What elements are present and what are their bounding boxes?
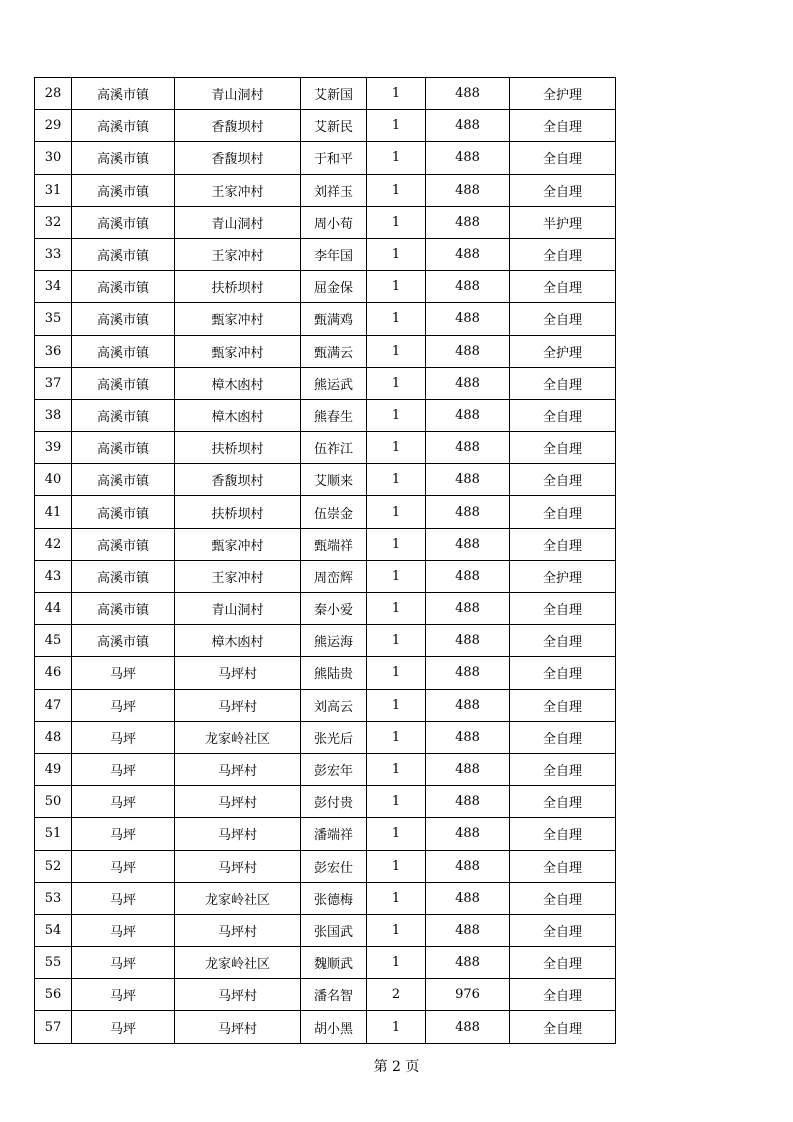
table-row — [35, 271, 616, 303]
table-row — [35, 753, 616, 785]
row-number-cell: 48 — [35, 721, 72, 753]
care-type-cell: 全护理 — [510, 335, 616, 367]
row-number-cell: 54 — [35, 914, 72, 946]
amount-cell: 488 — [426, 432, 510, 464]
count-cell: 1 — [367, 818, 426, 850]
care-type-cell: 全自理 — [510, 464, 616, 496]
town-cell: 马坪 — [72, 882, 175, 914]
care-type-cell: 全自理 — [510, 625, 616, 657]
row-number-cell: 43 — [35, 560, 72, 592]
row-number-cell: 41 — [35, 496, 72, 528]
amount-cell: 488 — [426, 206, 510, 238]
amount-cell: 488 — [426, 947, 510, 979]
town-cell: 高溪市镇 — [72, 110, 175, 142]
amount-cell: 488 — [426, 689, 510, 721]
count-cell: 1 — [367, 657, 426, 689]
village-cell: 扶桥坝村 — [175, 432, 301, 464]
amount-cell: 488 — [426, 786, 510, 818]
care-type-cell: 全自理 — [510, 850, 616, 882]
care-type-cell: 全自理 — [510, 786, 616, 818]
town-cell: 高溪市镇 — [72, 238, 175, 270]
person-name-cell: 潘端祥 — [301, 818, 367, 850]
amount-cell: 488 — [426, 850, 510, 882]
care-type-cell: 全自理 — [510, 367, 616, 399]
amount-cell: 488 — [426, 271, 510, 303]
town-cell: 高溪市镇 — [72, 367, 175, 399]
count-cell: 1 — [367, 882, 426, 914]
count-cell: 1 — [367, 335, 426, 367]
count-cell: 1 — [367, 206, 426, 238]
row-number-cell: 33 — [35, 238, 72, 270]
town-cell: 高溪市镇 — [72, 560, 175, 592]
count-cell: 1 — [367, 786, 426, 818]
row-number-cell: 49 — [35, 753, 72, 785]
count-cell: 1 — [367, 593, 426, 625]
row-number-cell: 35 — [35, 303, 72, 335]
person-name-cell: 周峦辉 — [301, 560, 367, 592]
care-type-cell: 全自理 — [510, 528, 616, 560]
table-row — [35, 399, 616, 431]
person-name-cell: 彭付贵 — [301, 786, 367, 818]
amount-cell: 488 — [426, 1011, 510, 1043]
amount-cell: 488 — [426, 78, 510, 110]
table-row — [35, 335, 616, 367]
table-row — [35, 657, 616, 689]
count-cell: 1 — [367, 432, 426, 464]
care-type-cell: 全自理 — [510, 1011, 616, 1043]
care-type-cell: 全自理 — [510, 174, 616, 206]
village-cell: 甄家冲村 — [175, 303, 301, 335]
village-cell: 香馥坝村 — [175, 142, 301, 174]
count-cell: 1 — [367, 560, 426, 592]
count-cell: 1 — [367, 464, 426, 496]
row-number-cell: 51 — [35, 818, 72, 850]
amount-cell: 488 — [426, 399, 510, 431]
table-row — [35, 367, 616, 399]
town-cell: 马坪 — [72, 689, 175, 721]
row-number-cell: 30 — [35, 142, 72, 174]
village-cell: 龙家岭社区 — [175, 947, 301, 979]
person-name-cell: 甄端祥 — [301, 528, 367, 560]
table-row — [35, 560, 616, 592]
amount-cell: 488 — [426, 174, 510, 206]
care-type-cell: 全自理 — [510, 110, 616, 142]
person-name-cell: 伍祚江 — [301, 432, 367, 464]
amount-cell: 488 — [426, 753, 510, 785]
amount-cell: 488 — [426, 367, 510, 399]
amount-cell: 488 — [426, 882, 510, 914]
count-cell: 2 — [367, 979, 426, 1011]
table-row — [35, 593, 616, 625]
care-type-cell: 全自理 — [510, 689, 616, 721]
count-cell: 1 — [367, 721, 426, 753]
town-cell: 高溪市镇 — [72, 271, 175, 303]
person-name-cell: 屈金保 — [301, 271, 367, 303]
care-type-cell: 全自理 — [510, 818, 616, 850]
village-cell: 马坪村 — [175, 914, 301, 946]
person-name-cell: 胡小黑 — [301, 1011, 367, 1043]
row-number-cell: 55 — [35, 947, 72, 979]
person-name-cell: 熊运武 — [301, 367, 367, 399]
village-cell: 龙家岭社区 — [175, 882, 301, 914]
count-cell: 1 — [367, 271, 426, 303]
table-row — [35, 1011, 616, 1043]
person-name-cell: 熊陆贵 — [301, 657, 367, 689]
care-type-cell: 全自理 — [510, 399, 616, 431]
village-cell: 马坪村 — [175, 818, 301, 850]
person-name-cell: 艾顺来 — [301, 464, 367, 496]
amount-cell: 488 — [426, 625, 510, 657]
town-cell: 高溪市镇 — [72, 174, 175, 206]
village-cell: 马坪村 — [175, 850, 301, 882]
row-number-cell: 42 — [35, 528, 72, 560]
person-name-cell: 张国武 — [301, 914, 367, 946]
town-cell: 高溪市镇 — [72, 142, 175, 174]
village-cell: 马坪村 — [175, 689, 301, 721]
town-cell: 高溪市镇 — [72, 78, 175, 110]
roster-table-body — [35, 78, 616, 1044]
village-cell: 王家冲村 — [175, 560, 301, 592]
care-type-cell: 全自理 — [510, 914, 616, 946]
row-number-cell: 46 — [35, 657, 72, 689]
town-cell: 高溪市镇 — [72, 464, 175, 496]
count-cell: 1 — [367, 528, 426, 560]
care-type-cell: 全自理 — [510, 432, 616, 464]
count-cell: 1 — [367, 238, 426, 270]
person-name-cell: 魏顺武 — [301, 947, 367, 979]
table-row — [35, 432, 616, 464]
row-number-cell: 32 — [35, 206, 72, 238]
person-name-cell: 李年国 — [301, 238, 367, 270]
person-name-cell: 甄满鸡 — [301, 303, 367, 335]
person-name-cell: 艾新国 — [301, 78, 367, 110]
table-row — [35, 818, 616, 850]
town-cell: 高溪市镇 — [72, 399, 175, 431]
village-cell: 香馥坝村 — [175, 110, 301, 142]
town-cell: 马坪 — [72, 914, 175, 946]
town-cell: 高溪市镇 — [72, 496, 175, 528]
count-cell: 1 — [367, 496, 426, 528]
town-cell: 高溪市镇 — [72, 432, 175, 464]
town-cell: 马坪 — [72, 786, 175, 818]
row-number-cell: 28 — [35, 78, 72, 110]
town-cell: 马坪 — [72, 947, 175, 979]
village-cell: 马坪村 — [175, 979, 301, 1011]
person-name-cell: 伍崇金 — [301, 496, 367, 528]
row-number-cell: 34 — [35, 271, 72, 303]
row-number-cell: 57 — [35, 1011, 72, 1043]
row-number-cell: 47 — [35, 689, 72, 721]
person-name-cell: 潘名智 — [301, 979, 367, 1011]
amount-cell: 488 — [426, 142, 510, 174]
care-type-cell: 全自理 — [510, 721, 616, 753]
amount-cell: 488 — [426, 110, 510, 142]
row-number-cell: 36 — [35, 335, 72, 367]
row-number-cell: 45 — [35, 625, 72, 657]
village-cell: 樟木凼村 — [175, 367, 301, 399]
town-cell: 高溪市镇 — [72, 625, 175, 657]
village-cell: 马坪村 — [175, 1011, 301, 1043]
village-cell: 马坪村 — [175, 786, 301, 818]
row-number-cell: 37 — [35, 367, 72, 399]
table-row — [35, 721, 616, 753]
count-cell: 1 — [367, 303, 426, 335]
village-cell: 龙家岭社区 — [175, 721, 301, 753]
page-number: 第 2 页 — [373, 1059, 420, 1075]
row-number-cell: 53 — [35, 882, 72, 914]
village-cell: 甄家冲村 — [175, 528, 301, 560]
count-cell: 1 — [367, 947, 426, 979]
care-type-cell: 全自理 — [510, 271, 616, 303]
amount-cell: 488 — [426, 593, 510, 625]
town-cell: 马坪 — [72, 753, 175, 785]
town-cell: 高溪市镇 — [72, 206, 175, 238]
amount-cell: 488 — [426, 657, 510, 689]
row-number-cell: 29 — [35, 110, 72, 142]
table-row — [35, 303, 616, 335]
village-cell: 马坪村 — [175, 657, 301, 689]
care-type-cell: 全自理 — [510, 142, 616, 174]
village-cell: 扶桥坝村 — [175, 496, 301, 528]
person-name-cell: 秦小爱 — [301, 593, 367, 625]
table-row — [35, 78, 616, 110]
person-name-cell: 甄满云 — [301, 335, 367, 367]
town-cell: 高溪市镇 — [72, 528, 175, 560]
village-cell: 樟木凼村 — [175, 399, 301, 431]
care-type-cell: 全自理 — [510, 657, 616, 689]
amount-cell: 488 — [426, 464, 510, 496]
village-cell: 扶桥坝村 — [175, 271, 301, 303]
care-type-cell: 全自理 — [510, 593, 616, 625]
row-number-cell: 31 — [35, 174, 72, 206]
amount-cell: 488 — [426, 496, 510, 528]
count-cell: 1 — [367, 1011, 426, 1043]
table-row — [35, 238, 616, 270]
town-cell: 马坪 — [72, 721, 175, 753]
table-row — [35, 979, 616, 1011]
amount-cell: 976 — [426, 979, 510, 1011]
person-name-cell: 熊春生 — [301, 399, 367, 431]
village-cell: 王家冲村 — [175, 238, 301, 270]
person-name-cell: 周小荀 — [301, 206, 367, 238]
row-number-cell: 40 — [35, 464, 72, 496]
person-name-cell: 艾新民 — [301, 110, 367, 142]
table-row — [35, 689, 616, 721]
village-cell: 青山洞村 — [175, 206, 301, 238]
village-cell: 樟木凼村 — [175, 625, 301, 657]
village-cell: 青山洞村 — [175, 593, 301, 625]
amount-cell: 488 — [426, 238, 510, 270]
table-row — [35, 206, 616, 238]
table-row — [35, 850, 616, 882]
village-cell: 青山洞村 — [175, 78, 301, 110]
table-row — [35, 464, 616, 496]
person-name-cell: 熊运海 — [301, 625, 367, 657]
row-number-cell: 50 — [35, 786, 72, 818]
amount-cell: 488 — [426, 721, 510, 753]
table-row — [35, 110, 616, 142]
care-type-cell: 全自理 — [510, 979, 616, 1011]
table-row — [35, 528, 616, 560]
count-cell: 1 — [367, 850, 426, 882]
table-row — [35, 882, 616, 914]
town-cell: 马坪 — [72, 850, 175, 882]
amount-cell: 488 — [426, 818, 510, 850]
town-cell: 马坪 — [72, 1011, 175, 1043]
count-cell: 1 — [367, 689, 426, 721]
town-cell: 马坪 — [72, 657, 175, 689]
care-type-cell: 全自理 — [510, 882, 616, 914]
town-cell: 高溪市镇 — [72, 593, 175, 625]
count-cell: 1 — [367, 142, 426, 174]
person-name-cell: 张光后 — [301, 721, 367, 753]
village-cell: 香馥坝村 — [175, 464, 301, 496]
town-cell: 高溪市镇 — [72, 303, 175, 335]
table-row — [35, 142, 616, 174]
row-number-cell: 39 — [35, 432, 72, 464]
count-cell: 1 — [367, 399, 426, 431]
count-cell: 1 — [367, 78, 426, 110]
count-cell: 1 — [367, 367, 426, 399]
table-row — [35, 174, 616, 206]
count-cell: 1 — [367, 625, 426, 657]
village-cell: 王家冲村 — [175, 174, 301, 206]
care-type-cell: 全护理 — [510, 560, 616, 592]
town-cell: 马坪 — [72, 818, 175, 850]
table-row — [35, 914, 616, 946]
care-type-cell: 全自理 — [510, 303, 616, 335]
person-name-cell: 刘祥玉 — [301, 174, 367, 206]
person-name-cell: 彭宏年 — [301, 753, 367, 785]
care-type-cell: 全自理 — [510, 238, 616, 270]
roster-table — [34, 77, 616, 1044]
table-row — [35, 947, 616, 979]
count-cell: 1 — [367, 110, 426, 142]
town-cell: 马坪 — [72, 979, 175, 1011]
person-name-cell: 彭宏仕 — [301, 850, 367, 882]
row-number-cell: 56 — [35, 979, 72, 1011]
count-cell: 1 — [367, 914, 426, 946]
table-row — [35, 625, 616, 657]
row-number-cell: 38 — [35, 399, 72, 431]
care-type-cell: 全护理 — [510, 78, 616, 110]
row-number-cell: 44 — [35, 593, 72, 625]
amount-cell: 488 — [426, 528, 510, 560]
table-row — [35, 496, 616, 528]
care-type-cell: 全自理 — [510, 753, 616, 785]
amount-cell: 488 — [426, 303, 510, 335]
amount-cell: 488 — [426, 335, 510, 367]
person-name-cell: 刘高云 — [301, 689, 367, 721]
count-cell: 1 — [367, 174, 426, 206]
amount-cell: 488 — [426, 914, 510, 946]
row-number-cell: 52 — [35, 850, 72, 882]
care-type-cell: 全自理 — [510, 496, 616, 528]
count-cell: 1 — [367, 753, 426, 785]
village-cell: 马坪村 — [175, 753, 301, 785]
village-cell: 甄家冲村 — [175, 335, 301, 367]
care-type-cell: 全自理 — [510, 947, 616, 979]
person-name-cell: 张德梅 — [301, 882, 367, 914]
town-cell: 高溪市镇 — [72, 335, 175, 367]
amount-cell: 488 — [426, 560, 510, 592]
table-row — [35, 786, 616, 818]
person-name-cell: 于和平 — [301, 142, 367, 174]
care-type-cell: 半护理 — [510, 206, 616, 238]
